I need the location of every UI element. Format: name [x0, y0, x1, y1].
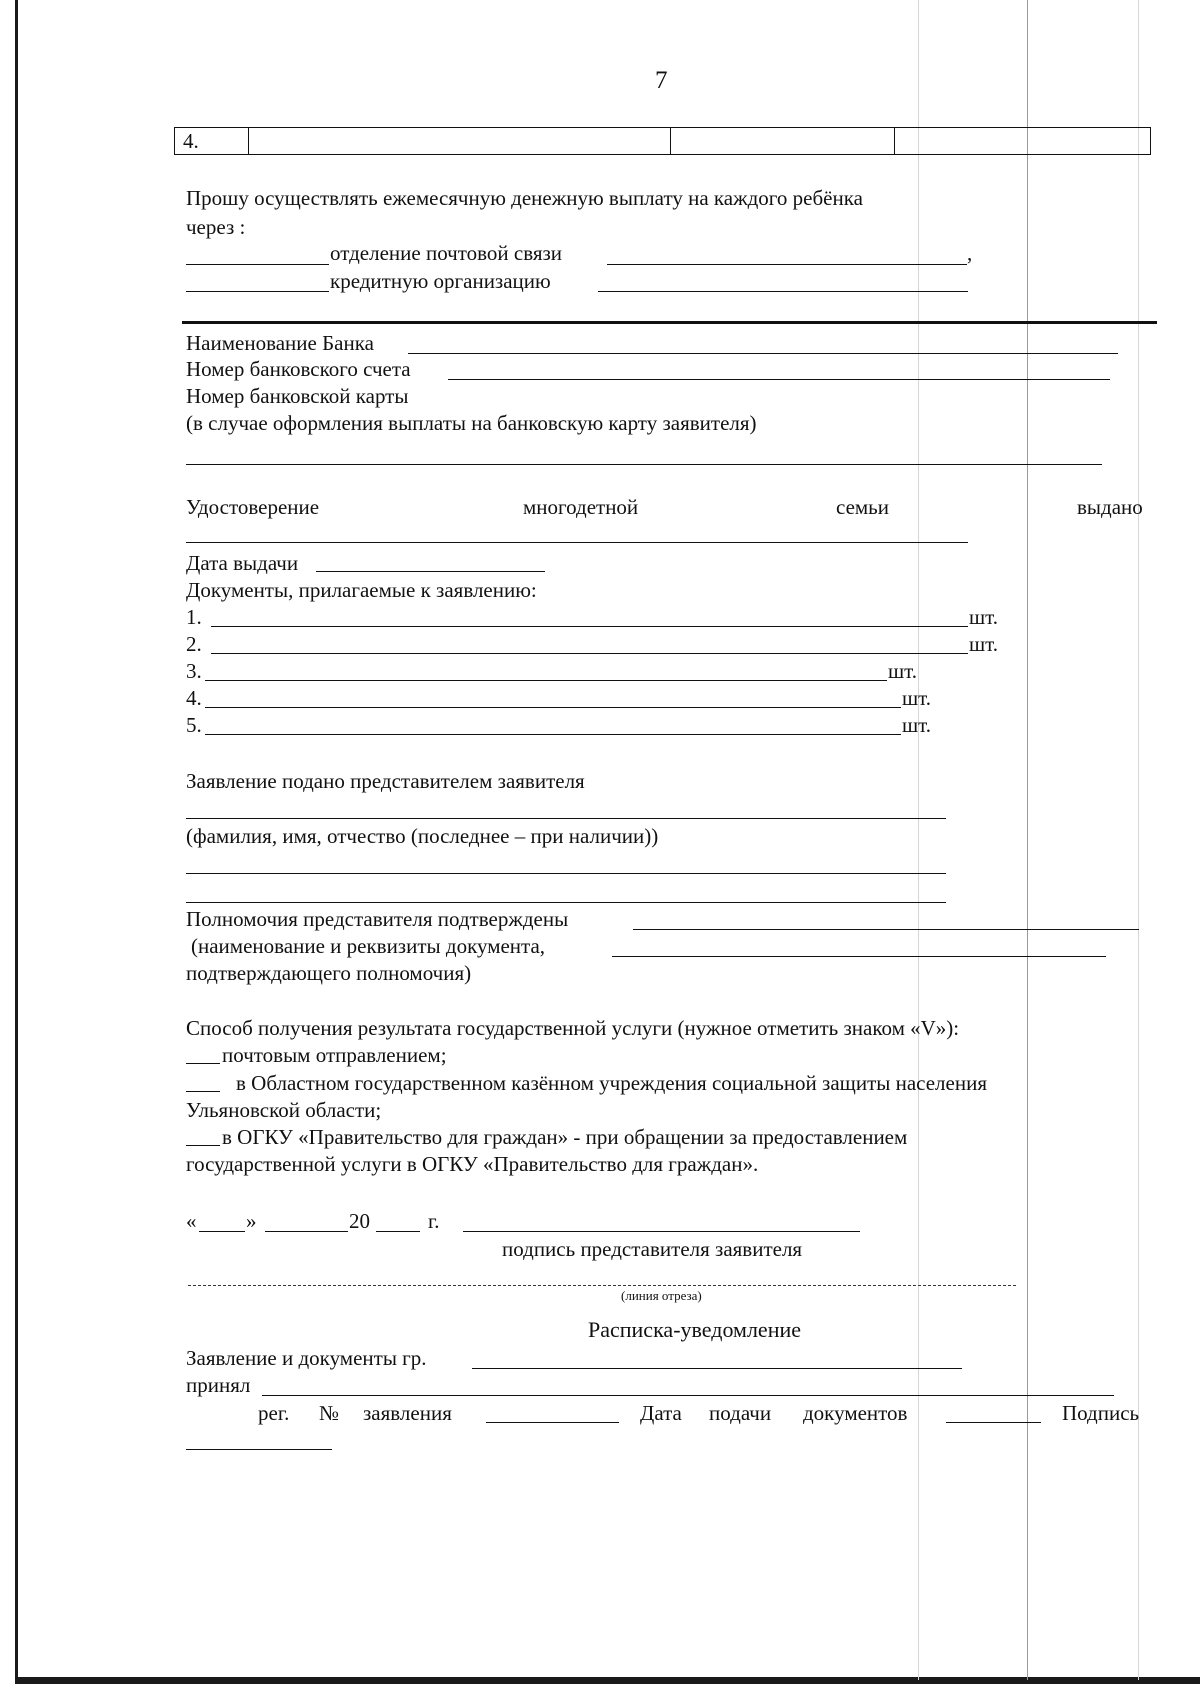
scan-left-border [15, 0, 18, 1680]
signature-caption: подпись представителя заявителя [502, 1237, 803, 1261]
scan-fold-line [1027, 0, 1028, 1680]
receipt-date-word: Дата [640, 1401, 682, 1425]
document-number: 3. [186, 659, 202, 683]
bank-name-field[interactable] [408, 353, 1118, 354]
credit-org-mark-field[interactable] [186, 291, 329, 292]
receipt-accepted-label: принял [186, 1373, 251, 1397]
date-day-field[interactable] [199, 1231, 245, 1232]
scan-fold-line [918, 0, 919, 1680]
issue-date-label: Дата выдачи [186, 551, 299, 575]
document-field[interactable] [205, 680, 887, 681]
document-number: 5. [186, 713, 202, 737]
result-option-ogku-social-cont: Ульяновской области; [186, 1098, 382, 1122]
document-number: 1. [186, 605, 202, 629]
receipt-application-word: заявления [363, 1401, 452, 1425]
result-option-government-cont: государственной услуги в ОГКУ «Правительство для граждан». [186, 1152, 759, 1176]
date-quote-close: » [246, 1209, 257, 1233]
documents-heading: Документы, прилагаемые к заявлению: [186, 578, 537, 602]
authority-note-cont: подтверждающего полномочия) [186, 961, 472, 985]
representative-fio-note: (фамилия, имя, отчество (последнее – при наличии)) [186, 824, 659, 848]
date-quote-open: « [186, 1209, 197, 1233]
row-number-cell: 4. [175, 128, 249, 155]
result-option-checkbox[interactable] [186, 1145, 220, 1146]
date-year-suffix: г. [428, 1209, 440, 1233]
document-unit: шт. [969, 632, 999, 656]
bank-name-label: Наименование Банка [186, 331, 374, 355]
representative-extra-field[interactable] [186, 902, 946, 903]
scan-fold-line [1138, 0, 1139, 1680]
signature-field[interactable] [463, 1231, 860, 1232]
receipt-citizen-field[interactable] [472, 1368, 962, 1369]
date-year-prefix: 20 [349, 1209, 370, 1233]
receipt-date-word: подачи [709, 1401, 772, 1425]
bank-card-note: (в случае оформления выплаты на банковскую карту заявителя) [186, 411, 757, 435]
payment-request-text-cont: через : [186, 215, 246, 239]
receipt-date-word: документов [803, 1401, 908, 1425]
table-cell[interactable] [671, 128, 895, 155]
document-unit: шт. [969, 605, 999, 629]
result-option-post: почтовым отправлением; [222, 1043, 447, 1067]
bank-card-label: Номер банковской карты [186, 384, 409, 408]
authority-document-field[interactable] [612, 956, 1106, 957]
result-option-government: в ОГКУ «Правительство для граждан» - при обращении за предоставлением [222, 1125, 908, 1149]
children-table [174, 127, 1151, 155]
post-office-mark-field[interactable] [186, 264, 329, 265]
bank-account-field[interactable] [448, 379, 1110, 380]
result-option-checkbox[interactable] [186, 1063, 220, 1064]
certificate-word: многодетной [523, 495, 639, 519]
receipt-signature-field[interactable] [186, 1449, 332, 1450]
section-divider [182, 321, 1157, 324]
cut-line [188, 1285, 1016, 1286]
receipt-docs-label: Заявление и документы гр. [186, 1346, 427, 1370]
payment-request-text: Прошу осуществлять ежемесячную денежную выплату на каждого ребёнка [186, 186, 863, 210]
receipt-reg-number-field[interactable] [486, 1422, 619, 1423]
document-unit: шт. [902, 686, 932, 710]
authority-field[interactable] [633, 929, 1139, 930]
issue-date-field[interactable] [316, 571, 545, 572]
post-office-option: отделение почтовой связи [330, 241, 563, 265]
representative-extra-field[interactable] [186, 873, 946, 874]
authority-label: Полномочия представителя подтверждены [186, 907, 569, 931]
receipt-date-field[interactable] [946, 1422, 1041, 1423]
cut-line-label: (линия отреза) [621, 1288, 702, 1303]
bank-account-label: Номер банковского счета [186, 357, 411, 381]
document-unit: шт. [902, 713, 932, 737]
receipt-accepted-field[interactable] [262, 1395, 1114, 1396]
result-option-checkbox[interactable] [186, 1091, 220, 1092]
result-option-ogku-social: в Областном государственном казённом учреждения социальной защиты населения [236, 1071, 987, 1095]
table-cell[interactable] [249, 128, 671, 155]
date-month-field[interactable] [265, 1231, 348, 1232]
credit-org-option: кредитную организацию [330, 269, 551, 293]
certificate-word: Удостоверение [186, 495, 320, 519]
document-number: 4. [186, 686, 202, 710]
receipt-reg-label: рег. [258, 1401, 290, 1425]
date-year-field[interactable] [376, 1231, 420, 1232]
authority-note: (наименование и реквизиты документа, [191, 934, 546, 958]
document-field[interactable] [211, 626, 968, 627]
page-number: 7 [655, 67, 668, 94]
document-field[interactable] [205, 707, 901, 708]
bank-card-field[interactable] [186, 464, 1102, 465]
certificate-word: семьи [836, 495, 890, 519]
post-office-field[interactable] [607, 264, 967, 265]
receipt-title: Расписка-уведомление [588, 1317, 802, 1342]
certificate-word: выдано [1077, 495, 1143, 519]
representative-name-field[interactable] [186, 818, 946, 819]
receipt-signature-word: Подпись [1062, 1401, 1140, 1425]
post-office-comma: , [967, 241, 973, 265]
document-field[interactable] [205, 734, 901, 735]
receipt-number-sign: № [319, 1401, 340, 1425]
result-method-heading: Способ получения результата государственной услуги (нужное отметить знаком «V»): [186, 1016, 960, 1040]
document-number: 2. [186, 632, 202, 656]
certificate-issuer-field[interactable] [186, 542, 968, 543]
credit-org-field[interactable] [598, 291, 968, 292]
table-row [175, 128, 1151, 155]
representative-filed-label: Заявление подано представителем заявителя [186, 769, 585, 793]
document-unit: шт. [888, 659, 918, 683]
scan-bottom-border [15, 1677, 1200, 1684]
document-field[interactable] [211, 653, 968, 654]
table-cell[interactable] [895, 128, 1151, 155]
